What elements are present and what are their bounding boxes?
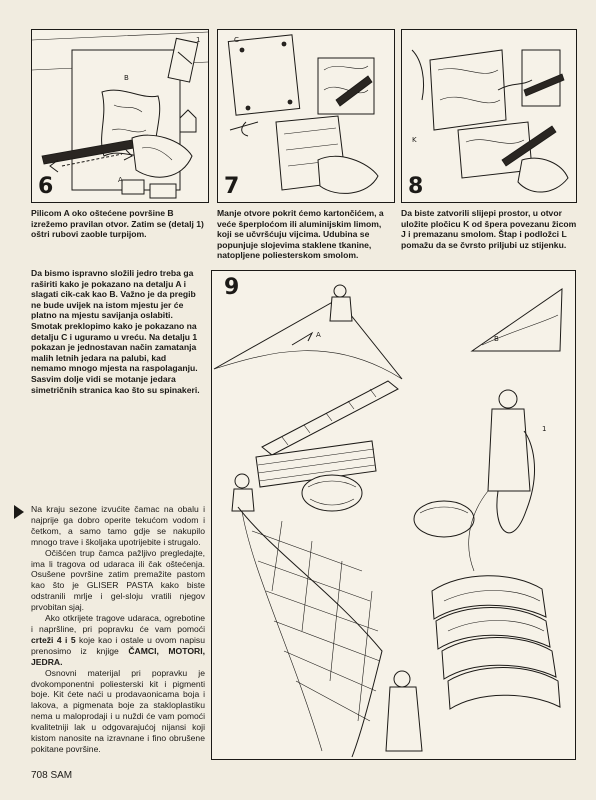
page-footer: 708 SAM (31, 770, 73, 781)
illustration-panel-6 (31, 29, 209, 203)
paragraph-1: Na kraju sezone izvućite čamac na obalu i najprije ga dobro operite tekućom vodom i četkom, a samo tamo gdje se nakupilo mnogo trave i školjaka upotrijebite i strugalo. (31, 504, 205, 547)
detail-label-c: C (234, 36, 239, 44)
step-number-6: 6 (38, 174, 54, 199)
illustration-panel-8 (401, 29, 577, 203)
drawings-reference: crteži 4 i 5 (31, 634, 76, 645)
detail-label-1: 1 (542, 425, 547, 433)
article-body (31, 504, 205, 755)
caption-step-6: Pilicom A oko oštećene površine B izrežemo pravilan otvor. Zatim se (detalj 1) oštri rubovi zaoble turpijom. (31, 208, 204, 240)
caption-step-7: Manje otvore pokrit ćemo kartončićem, a veće šperploćom ili aluminijskim limom, koji se učvršćuju vijcima. Udubina se popunjuje slojevima staklene tkanine, natopljene poliesterskom smolom. (217, 208, 384, 261)
paragraph-3 (31, 613, 205, 668)
paragraph-3-part-a: Ako otkrijete tragove udaraca, ogrebotine i napršline, pri popravku će vam pomoći (31, 613, 205, 634)
sail-folding-text: Da bismo ispravno složili jedro treba ga raširiti kako je pokazano na detalju A i slagati cik-cak kao B. Važno je da pregib ne bude uvijek na istom mjestu jer će platno na mjestu savijanja oslabiti. Smotak preklopimo kako je pokazano na detalju C i uguramo u vreću. Na detalju 1 pokazan je jednostavan način zamatanja malih letnih jedara na palubi, kad nemamo mnogo mjesta na raspolaganju. Sasvim dolje vidi se motanje jedara simetričnih stranica kao što su spinakeri. (31, 268, 200, 395)
detail-label-a: A (118, 176, 123, 184)
sail-folding-illustration (212, 271, 575, 759)
caption-step-8: Da biste zatvorili slijepi prostor, u otvor uložite pločicu K od špera povezanu žicom J i premazanu smolom. Štap i podložci L pomažu da se čvrsto priljubi uz stijenku. (401, 208, 577, 250)
book-title: ČAMCI, MOTORI, JEDRA. (31, 645, 205, 667)
step-number-8: 8 (408, 174, 424, 199)
blind-space-illustration (402, 30, 576, 202)
detail-label-k: K (412, 136, 417, 144)
illustration-panel-7 (217, 29, 395, 203)
detail-label-1: 1 (196, 36, 201, 44)
detail-label-a: A (316, 331, 321, 339)
paragraph-3-part-b: koje kao i ostale u ovom napisu prenosimo iz knjige (31, 634, 206, 656)
step-number-7: 7 (224, 174, 240, 199)
paragraph-4: Osnovni materijal pri popravku je dvokomponentni poliesterski kit i pigmenti boje. Kit ćete naći u prodavaonicama boja i lakova, a pigmenata boje za stakloplastiku nema u maloprodaji i u nuždi će vam pomoći kvalitetniji lak u odgovarajućoj nijansi koji kistom nanosite na izravnane i fino obrušene pokitane površine. (31, 667, 205, 754)
hull-cutting-illustration (32, 30, 208, 202)
patch-plate-illustration (218, 30, 394, 202)
step-number-9: 9 (224, 275, 240, 300)
article-start-marker (14, 505, 24, 519)
illustration-panel-9 (211, 270, 576, 760)
detail-label-b: B (124, 74, 129, 82)
detail-label-b: B (494, 335, 499, 343)
paragraph-2: Očišćen trup čamca pažljivo pregledajte, ima li tragova od udaraca ili čak oštećenja. Osušene površine zatim premažite pastom kao što je GLISER PASTA kako biste odstranili mrlje i gel-sloju vratili njegov prvobitan sjaj. (31, 547, 205, 613)
